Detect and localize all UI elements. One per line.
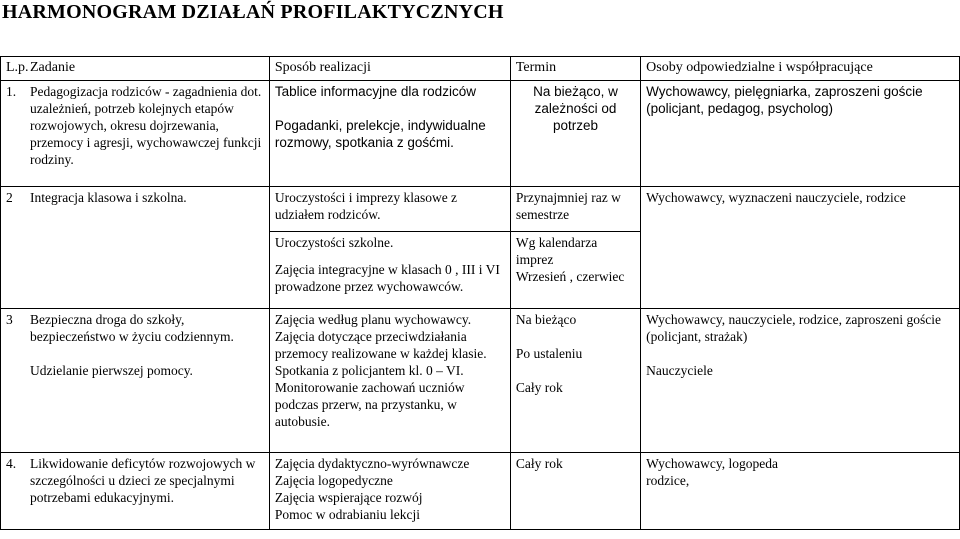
schedule-table — [0, 56, 960, 530]
row1-persons: Wychowawcy, pielęgniarka, zaproszeni goście (policjant, pedagog, psycholog) — [641, 81, 960, 187]
row2-task-cell — [1, 187, 270, 309]
row3-method-cell — [269, 309, 510, 453]
row1-task-cell — [1, 81, 270, 187]
row4-method-4: Pomoc w odrabianiu lekcji — [274, 507, 420, 522]
row2-method-c: Zajęcia integracyjne w klasach 0 , III i VI prowadzone przez wychowawców. — [274, 262, 500, 294]
row2-method-cell-b — [269, 232, 510, 309]
row1-task: Pedagogizacja rodziców - zagadnienia dot. uzależnień, potrzeb kolejnych etapów rozwojowych, okresu dojrzewania, przemocy i agresji, wychowawczej funkcji rodziny. — [30, 84, 262, 167]
row4-method-3: Zajęcia wspierające rozwój — [274, 490, 423, 505]
header-task: Zadanie — [30, 60, 76, 75]
header-deadline: Termin — [510, 57, 640, 81]
row3-deadline-1: Na bieżąco — [515, 312, 577, 327]
row3-method-3: Spotkania z policjantem kl. 0 – VI. — [274, 363, 464, 378]
table-row — [1, 187, 960, 232]
row1-method-b: Pogadanki, prelekcje, indywidualne rozmowy, spotkania z gośćmi. — [274, 118, 486, 150]
row4-persons: Wychowawcy, logopeda rodzice, — [641, 453, 960, 530]
header-cell-task — [1, 57, 270, 81]
header-persons: Osoby odpowiedzialne i współpracujące — [641, 57, 960, 81]
header-method: Sposób realizacji — [269, 57, 510, 81]
row2-method-b: Uroczystości szkolne. — [274, 235, 394, 250]
page-title: HARMONOGRAM DZIAŁAŃ PROFILAKTYCZNYCH — [2, 1, 504, 23]
row3-persons-1: Wychowawcy, nauczyciele, rodzice, zaproszeni goście (policjant, strażak) — [646, 312, 941, 344]
row1-number: 1. — [6, 84, 17, 99]
row3-method-1: Zajęcia według planu wychowawcy. — [274, 312, 472, 327]
row4-task-cell — [1, 453, 270, 530]
row2-deadline-a: Przynajmniej raz w semestrze — [510, 187, 640, 232]
row3-number: 3 — [6, 312, 13, 327]
row2-persons: Wychowawcy, wyznaczeni nauczyciele, rodzice — [641, 187, 960, 309]
row2-task: Integracja klasowa i szkolna. — [30, 190, 187, 205]
row4-method-2: Zajęcia logopedyczne — [274, 473, 393, 488]
row2-deadline-b2: Wrzesień , czerwiec — [515, 269, 625, 284]
row3-persons-2: Nauczyciele — [646, 363, 713, 378]
row2-number: 2 — [6, 190, 13, 205]
table-header-row — [1, 57, 960, 81]
row1-deadline: Na bieżąco, w zależności od potrzeb — [510, 81, 640, 187]
row4-method-1: Zajęcia dydaktyczno-wyrównawcze — [274, 456, 470, 471]
row4-method-cell — [269, 453, 510, 530]
row2-deadline-b1: Wg kalendarza imprez — [515, 235, 598, 267]
table-row — [1, 453, 960, 530]
row3-task-cell — [1, 309, 270, 453]
row3-task-b: Udzielanie pierwszej pomocy. — [30, 363, 193, 378]
row4-number: 4. — [6, 456, 17, 471]
row3-method-4: Monitorowanie zachowań uczniów podczas przerw, na przystanku, w autobusie. — [274, 380, 465, 429]
row3-deadline-cell — [510, 309, 640, 453]
row3-persons-cell — [641, 309, 960, 453]
row2-method-a: Uroczystości i imprezy klasowe z udziałem rodziców. — [269, 187, 510, 232]
row3-deadline-3: Cały rok — [515, 380, 563, 395]
row4-task: Likwidowanie deficytów rozwojowych w szczególności u dzieci ze specjalnymi potrzebami edukacyjnymi. — [30, 456, 256, 505]
row3-method-2: Zajęcia dotyczące przeciwdziałania przemocy realizowane w każdej klasie. — [274, 329, 487, 361]
row3-deadline-2: Po ustaleniu — [515, 346, 583, 361]
table-row — [1, 81, 960, 187]
row3-task-a: Bezpieczna droga do szkoły, bezpieczeństwo w życiu codziennym. — [30, 312, 234, 344]
row1-method-cell — [269, 81, 510, 187]
row1-method-a: Tablice informacyjne dla rodziców — [274, 84, 476, 99]
row2-deadline-cell-b — [510, 232, 640, 309]
table-row — [1, 309, 960, 453]
row4-deadline: Cały rok — [510, 453, 640, 530]
header-lp: L.p. — [6, 60, 29, 75]
